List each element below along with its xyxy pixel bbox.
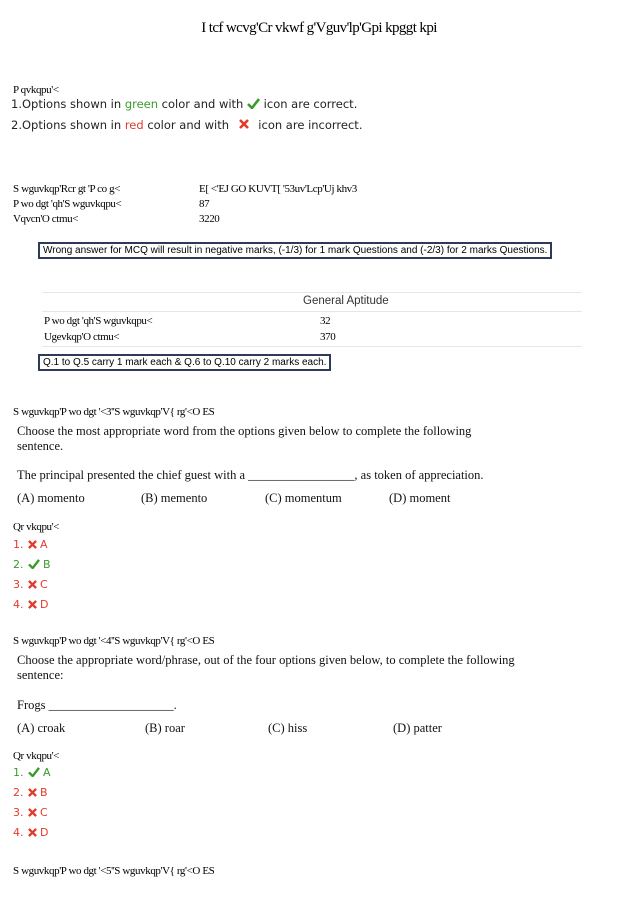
paper-name-label: S wguvkqp'Rcr gt 'P co g<: [13, 183, 121, 195]
marks-note: Q.1 to Q.5 carry 1 mark each & Q.6 to Q.10 carry 2 marks each.: [38, 354, 331, 371]
cross-icon: [28, 788, 37, 797]
cross-icon: [28, 580, 37, 589]
question-3-header: S wguvkqp'P wo dgt '<5''S wguvkqp'V{ rg'<O ES: [13, 865, 215, 877]
question-1-text: Choose the most appropriate word from the options given below to complete the following sentence.: [17, 424, 472, 453]
question-1-sentence: The principal presented the chief guest with a _________________, as token of appreciation.: [17, 468, 484, 482]
question-2-option-3[interactable]: 3. C: [13, 806, 48, 819]
question-1-header: S wguvkqp'P wo dgt '<3''S wguvkqp'V{ rg'<O ES: [13, 406, 215, 418]
question-2-option-4[interactable]: 4. D: [13, 826, 49, 839]
cross-icon: [28, 828, 37, 837]
section-divider-3: [42, 346, 582, 347]
question-2-text: Choose the appropriate word/phrase, out of the four options given below, to complete the following sentence:: [17, 653, 515, 682]
question-1-option-2[interactable]: 2. B: [13, 558, 51, 571]
question-1-option-1[interactable]: 1. A: [13, 538, 48, 551]
question-1-choice-a: (A) momento: [17, 491, 85, 505]
red-word: red: [124, 118, 144, 132]
section-divider: [42, 292, 582, 293]
section-count-label: P wo dgt 'qh'S wguvkqpu<: [44, 315, 153, 327]
question-2-choice-d: (D) patter: [393, 721, 442, 735]
section-marks-value: 370: [320, 331, 336, 343]
question-2-header: S wguvkqp'P wo dgt '<4''S wguvkqp'V{ rg'<O ES: [13, 635, 215, 647]
section-marks-label: Ugevkqp'O ctmu<: [44, 331, 120, 343]
question-1-option-4[interactable]: 4. D: [13, 598, 49, 611]
total-marks-label: Vqvcn'O ctmu<: [13, 213, 79, 225]
negative-marks-note: Wrong answer for MCQ will result in negative marks, (-1/3) for 1 mark Questions and (-2/3) for 2 marks Questions.: [38, 242, 552, 259]
question-2-choice-c: (C) hiss: [268, 721, 308, 735]
cross-icon: [28, 808, 37, 817]
question-2-option-2[interactable]: 2. B: [13, 786, 48, 799]
question-1-choice-b: (B) memento: [141, 491, 208, 505]
question-count-label: P wo dgt 'qh'S wguvkqpu<: [13, 198, 122, 210]
question-1-options-label: Qr vkqpu'<: [13, 521, 60, 533]
instruction-correct: 1.Options shown in green color and with icon are correct.: [11, 97, 358, 111]
section-divider-2: [42, 311, 582, 312]
check-icon: [247, 98, 260, 109]
page-title: I tcf wcvg'Cr vkwf g'Vguv'lp'Gpi kpggt kpi: [201, 20, 437, 36]
instruction-incorrect: 2.Options shown in red color and with icon are incorrect.: [11, 118, 363, 132]
total-marks-value: 3220: [199, 213, 220, 225]
question-2-options-label: Qr vkqpu'<: [13, 750, 60, 762]
cross-icon: [28, 540, 37, 549]
green-word: green: [124, 97, 159, 111]
question-1-choice-c: (C) momentum: [265, 491, 342, 505]
paper-name-value: E[ <'EJ GO KUVT[ '53uv'Lcp'Uj khv3: [199, 183, 357, 195]
question-2-choice-b: (B) roar: [145, 721, 185, 735]
question-2-option-1[interactable]: 1. A: [13, 766, 51, 779]
question-1-choice-d: (D) moment: [389, 491, 451, 505]
question-2-sentence: Frogs ____________________.: [17, 698, 177, 712]
question-2-choice-a: (A) croak: [17, 721, 66, 735]
section-name: General Aptitude: [303, 295, 389, 307]
check-icon: [28, 559, 40, 569]
cross-icon: [28, 600, 37, 609]
question-count-value: 87: [199, 198, 210, 210]
question-1-option-3[interactable]: 3. C: [13, 578, 48, 591]
check-icon: [28, 767, 40, 777]
section-count-value: 32: [320, 315, 331, 327]
notes-heading: P qvkqpu'<: [13, 84, 59, 96]
cross-icon: [239, 119, 249, 129]
